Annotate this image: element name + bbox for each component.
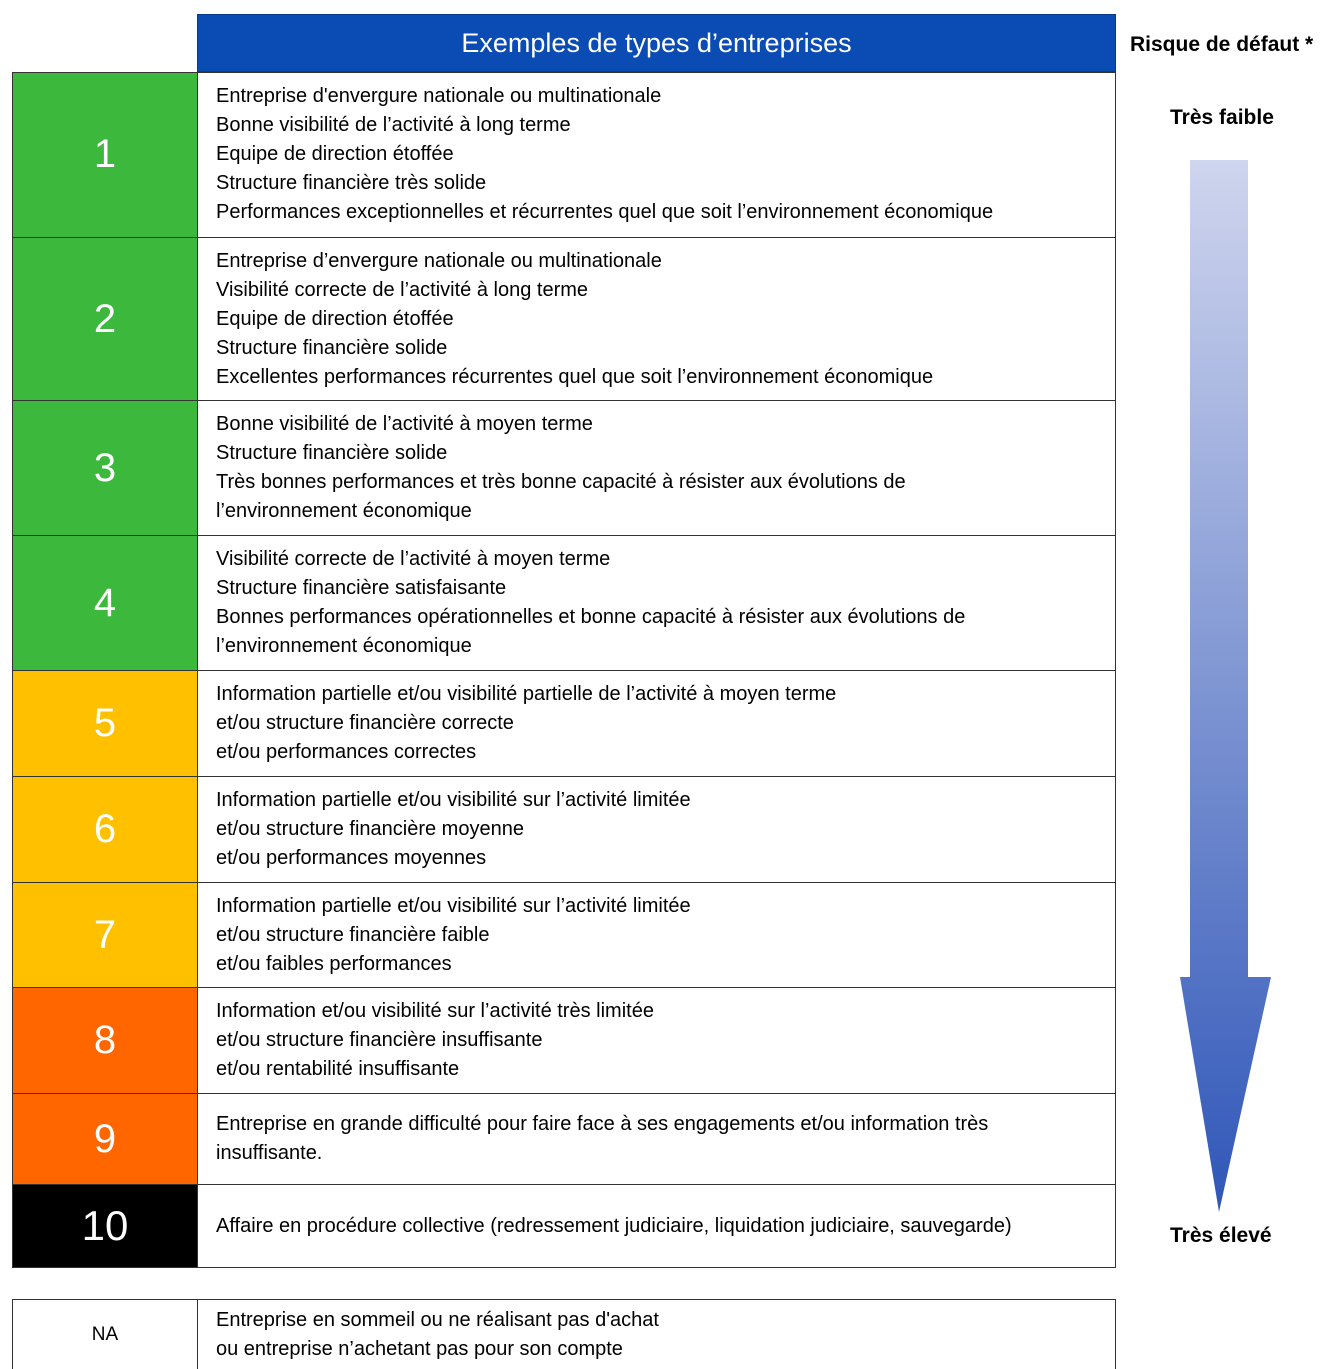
rating-grade: 3: [13, 401, 198, 535]
description-line: insuffisante.: [216, 1142, 323, 1165]
description-line: Très bonnes performances et très bonne capacité à résister aux évolutions de: [216, 471, 906, 494]
rating-description: [198, 777, 1115, 882]
rating-grade: 5: [13, 671, 198, 776]
rating-grade: 6: [13, 777, 198, 882]
rating-grade: 7: [13, 883, 198, 988]
rating-grade: 9: [13, 1094, 198, 1184]
rating-grade: 4: [13, 536, 198, 670]
risk-title: Risque de défaut *: [1130, 33, 1314, 56]
description-line: Entreprise d'envergure nationale ou multinationale: [216, 85, 662, 108]
description-line: Visibilité correcte de l’activité à moyen terme: [216, 548, 611, 571]
rating-row: [13, 237, 1115, 401]
description-line: Structure financière solide: [216, 442, 448, 465]
rating-grade: 10: [13, 1185, 198, 1267]
rating-description: [198, 401, 1115, 535]
rating-grade: 2: [13, 238, 198, 401]
rating-description: [198, 238, 1115, 401]
description-line: Bonne visibilité de l’activité à long terme: [216, 114, 571, 137]
description-line: Bonnes performances opérationnelles et bonne capacité à résister aux évolutions de: [216, 606, 966, 629]
na-line: ou entreprise n’achetant pas pour son compte: [216, 1337, 623, 1360]
description-line: et/ou performances correctes: [216, 740, 477, 763]
rating-row: [13, 535, 1115, 670]
description-line: l’environnement économique: [216, 635, 472, 658]
risk-arrow-icon: [1175, 160, 1275, 1215]
description-line: et/ou structure financière correcte: [216, 711, 514, 734]
description-line: Entreprise en grande difficulté pour faire face à ses engagements et/ou information très: [216, 1113, 989, 1136]
description-line: et/ou faibles performances: [216, 952, 452, 975]
description-line: Information partielle et/ou visibilité sur l’activité limitée: [216, 788, 691, 811]
rating-description: [198, 536, 1115, 670]
na-line: Entreprise en sommeil ou ne réalisant pas d'achat: [216, 1308, 659, 1331]
na-description: [198, 1300, 1115, 1369]
rating-row: [13, 73, 1115, 237]
rating-row: [13, 776, 1115, 882]
description-line: Information partielle et/ou visibilité partielle de l’activité à moyen terme: [216, 682, 837, 705]
na-grade: NA: [13, 1300, 198, 1369]
description-line: et/ou rentabilité insuffisante: [216, 1058, 460, 1081]
risk-high-label: Très élevé: [1170, 1224, 1272, 1247]
description-line: et/ou structure financière insuffisante: [216, 1029, 543, 1052]
rating-description: [198, 1094, 1115, 1184]
description-line: Affaire en procédure collective (redressement judiciaire, liquidation judiciaire, sauvegarde): [216, 1214, 1012, 1237]
description-line: Bonne visibilité de l’activité à moyen terme: [216, 413, 593, 436]
rating-description: [198, 988, 1115, 1093]
description-line: Information partielle et/ou visibilité sur l’activité limitée: [216, 894, 691, 917]
description-line: Entreprise d’envergure nationale ou multinationale: [216, 249, 662, 272]
rating-description: [198, 73, 1115, 237]
table-header: [197, 14, 1116, 72]
na-row: [12, 1299, 1116, 1369]
description-line: et/ou structure financière faible: [216, 923, 490, 946]
description-line: et/ou performances moyennes: [216, 846, 487, 869]
rating-row: [13, 1184, 1115, 1267]
rating-grade: 1: [13, 73, 198, 237]
rating-description: [198, 883, 1115, 988]
description-line: Information et/ou visibilité sur l’activité très limitée: [216, 1000, 654, 1023]
rating-row: [13, 882, 1115, 988]
rating-row: [13, 1093, 1115, 1184]
description-line: Structure financière très solide: [216, 172, 487, 195]
rating-grade: 8: [13, 988, 198, 1093]
description-line: Excellentes performances récurrentes quel que soit l’environnement économique: [216, 365, 934, 388]
rating-row: [13, 987, 1115, 1093]
description-line: Performances exceptionnelles et récurrentes quel que soit l’environnement économique: [216, 201, 994, 224]
table-header-title: Exemples de types d’entreprises: [461, 27, 852, 58]
description-line: et/ou structure financière moyenne: [216, 817, 524, 840]
description-line: Equipe de direction étoffée: [216, 307, 454, 330]
rating-table: [12, 72, 1116, 1268]
description-line: Equipe de direction étoffée: [216, 143, 454, 166]
description-line: Structure financière satisfaisante: [216, 577, 507, 600]
rating-description: [198, 671, 1115, 776]
risk-low-label: Très faible: [1170, 106, 1274, 129]
rating-row: [13, 670, 1115, 776]
rating-description: [198, 1185, 1115, 1267]
description-line: l’environnement économique: [216, 500, 472, 523]
description-line: Visibilité correcte de l’activité à long terme: [216, 278, 589, 301]
description-line: Structure financière solide: [216, 336, 448, 359]
rating-row: [13, 400, 1115, 535]
